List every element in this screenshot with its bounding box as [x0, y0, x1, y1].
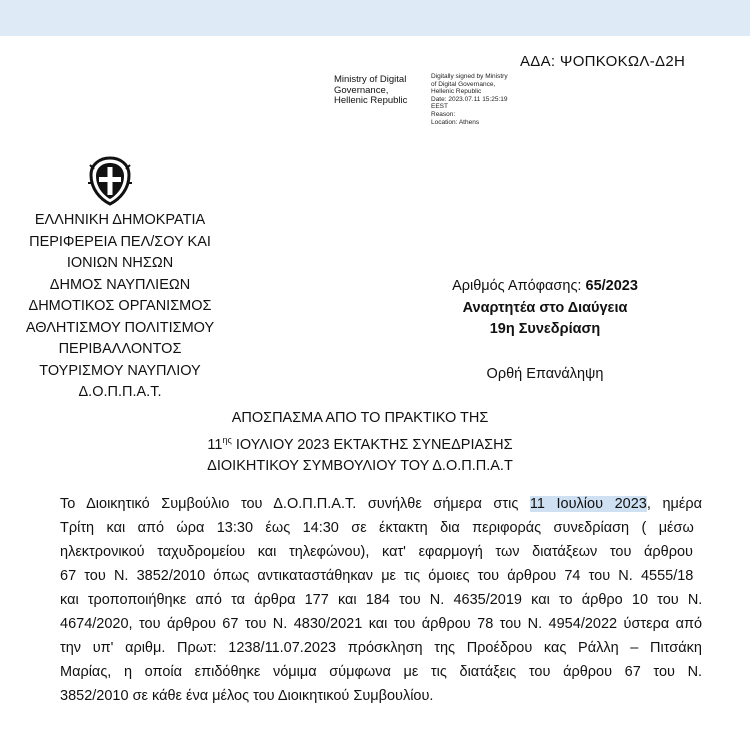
issuer-line: Δ.Ο.Π.Π.Α.Τ.: [78, 384, 162, 400]
ada-code: ΑΔΑ: ΨΟΠΚΟΚΩΛ-Δ2Η: [520, 53, 686, 70]
signature-details: [431, 73, 508, 126]
title-line-3: ΔΙΟΙΚΗΤΙΚΟΥ ΣΥΜΒΟΥΛΙΟΥ ΤΟΥ Δ.Ο.Π.Π.Α.Τ: [207, 457, 513, 474]
signer-line: Ministry of Digital: [334, 74, 407, 85]
signature-detail-line: Location: Athens: [431, 118, 480, 126]
signature-detail-line: Hellenic Republic: [431, 88, 482, 96]
body-line-7: την υπ' αριθμ. Πρωτ: 1238/11.07.2023 πρόσκληση της Προέδρου κας Ράλλη – Πιτσάκη: [60, 640, 702, 656]
title-date-rest: ΙΟΥΛΙΟΥ 2023 ΕΚΤΑΚΤΗΣ ΣΥΝΕΔΡΙΑΣΗΣ: [231, 436, 513, 453]
issuer-line: ΙΟΝΙΩΝ ΝΗΣΩΝ: [66, 255, 174, 271]
body-line-8: Μαρίας, η οποία επιδόθηκε νόμιμα σύμφωνα με τις διατάξεις του άρθρου 67 του Ν.: [60, 664, 703, 680]
signature-detail-line: Reason:: [431, 110, 456, 118]
body-line-2: Τρίτη και από ώρα 13:30 έως 14:30 σε έκτακτη δια περιφοράς συνεδρίαση ( μέσω: [60, 520, 694, 536]
session-number: 19η Συνεδρίαση: [489, 321, 601, 337]
body-text-fragment: , ημέρα: [646, 496, 702, 512]
signature-signer: [334, 75, 407, 107]
signer-line: Governance,: [334, 84, 389, 96]
decision-info: [420, 276, 670, 341]
title-line-1: ΑΠΟΣΠΑΣΜΑ ΑΠΟ ΤΟ ΠΡΑΚΤΙΚΟ ΤΗΣ: [231, 410, 489, 426]
issuer-line: ΕΛΛΗΝΙΚΗ ΔΗΜΟΚΡΑΤΙΑ: [34, 212, 206, 228]
signature-detail-line: Date: 2023.07.11 15:25:19: [431, 95, 508, 103]
body-line-3: ηλεκτρονικού ταχυδρομείου και τηλεφώνου), κατ' εφαρμογή των διατάξεων του άρθρου: [60, 544, 693, 560]
body-text-fragment: Το Διοικητικό Συμβούλιο του Δ.Ο.Π.Π.Α.Τ. συνήλθε σήμερα στις: [60, 496, 530, 512]
issuer-line: ΔΗΜΟΤΙΚΟΣ ΟΡΓΑΝΙΣΜΟΣ: [28, 298, 212, 314]
signature-detail-line: of Digital Governance,: [431, 80, 496, 88]
body-line-4: 67 του Ν. 3852/2010 όπως αντικαταστάθηκαν με τις όμοιες του άρθρου 74 του Ν. 4555/18: [60, 568, 694, 584]
body-line-9: 3852/2010 σε κάθε ένα μέλος του Διοικητικού Συμβουλίου.: [60, 688, 434, 704]
issuer-line: ΠΕΡΙΒΑΛΛΟΝΤΟΣ: [58, 341, 182, 357]
decision-number: [420, 276, 670, 298]
issuer-header: [0, 210, 240, 404]
issuer-line: ΑΘΛΗΤΙΣΜΟΥ ΠΟΛΙΤΙΣΜΟΥ: [25, 319, 215, 336]
top-banner: [0, 0, 750, 36]
body-paragraph: [60, 492, 702, 708]
issuer-line: ΔΗΜΟΣ ΝΑΥΠΛΙΕΩΝ: [49, 276, 191, 293]
body-line-1: [60, 492, 702, 516]
correction-note: Ορθή Επανάληψη: [486, 366, 604, 382]
decision-number-label: Αριθμός Απόφασης:: [452, 278, 586, 294]
signature-detail-line: EEST: [431, 103, 448, 111]
body-line-5: και τροποποιήθηκε από τα άρθρα 177 και 184 του Ν. 4635/2019 και το άρθρο 10 του Ν.: [60, 592, 703, 608]
highlighted-date: 11 Ιουλίου 2023: [529, 496, 647, 512]
body-line-6: 4674/2020, του άρθρου 67 του Ν. 4830/2021 και του άρθρου 78 του Ν. 4954/2022 ύστερα από: [60, 616, 703, 632]
decision-number-value: 65/2023: [585, 278, 638, 294]
greek-coat-of-arms-icon: [86, 155, 134, 207]
document-title: [160, 408, 560, 477]
signer-line: Hellenic Republic: [334, 95, 408, 106]
signature-detail-line: Digitally signed by Ministry: [431, 73, 508, 80]
title-day: 11: [207, 436, 223, 453]
posting-note: Αναρτητέα στο Διαύγεια: [462, 299, 628, 316]
title-day-suffix: ης: [222, 434, 232, 445]
title-line-2: [160, 430, 560, 456]
issuer-line: ΤΟΥΡΙΣΜΟΥ ΝΑΥΠΛΙΟΥ: [39, 362, 201, 379]
issuer-line: ΠΕΡΙΦΕΡΕΙΑ ΠΕΛ/ΣΟΥ ΚΑΙ: [29, 233, 211, 250]
